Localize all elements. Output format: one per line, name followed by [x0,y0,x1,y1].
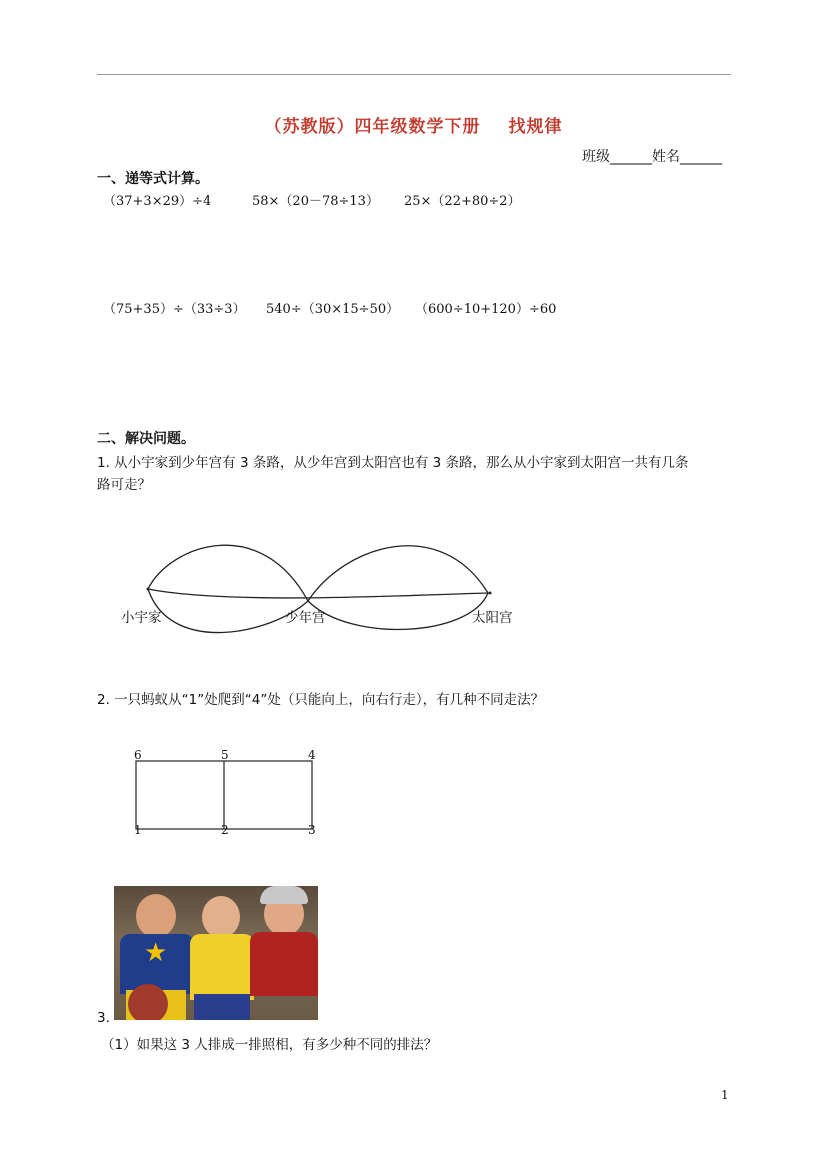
grid-diagram [130,745,330,840]
child-right-body [250,932,318,996]
child-middle-body [190,934,254,1000]
child-right-cap [260,886,308,904]
road-upper-right [308,546,488,601]
child-middle-head [202,896,240,938]
label-youth-palace: 少年宫 [285,610,326,626]
question-2: 2. 一只蚂蚁从“1”处爬到“4”处（只能向上，向右行走），有几种不同走法？ [97,692,545,708]
section1-heading: 一、递等式计算。 [97,171,209,187]
section2-heading: 二、解决问题。 [97,431,195,447]
ball [128,984,168,1020]
corner-6: 6 [134,748,142,762]
page-title [0,112,827,137]
roads-diagram [110,525,530,645]
question-1-line2: 路可走？ [97,477,151,493]
corner-4: 4 [308,748,316,762]
title-main: （苏教版）四年级数学下册 [264,117,481,137]
question-3-sub1: （1）如果这 3 人排成一排照相，有多少种不同的排法？ [101,1037,438,1053]
page-number: 1 [721,1088,729,1102]
title-topic: 找规律 [508,117,563,137]
corner-1: 1 [134,823,142,837]
road-lower-right [308,593,488,629]
corner-2: 2 [221,823,229,837]
corner-5: 5 [221,748,229,762]
home-point [147,588,150,591]
class-name-line: 班级______姓名______ [582,149,722,165]
expr-3: 25×（22+80÷2） [404,194,521,209]
children-photo [114,886,318,1020]
label-sun-palace: 太阳宫 [472,610,513,626]
palace-point [489,592,492,595]
road-middle [148,589,488,598]
expr-6: （600÷10+120）÷60 [415,302,557,317]
expr-2: 58×（20－78÷13） [252,194,379,209]
expr-4: （75+35）÷（33÷3） [103,302,246,317]
child-left-star: ★ [144,938,168,968]
header-rule [97,74,731,75]
question-3-number: 3. [97,1010,110,1026]
child-left-head [136,894,176,938]
child-middle-pants [194,994,250,1020]
expr-5: 540÷（30×15÷50） [266,302,400,317]
question-1-line1: 1. 从小宇家到少年宫有 3 条路，从少年宫到太阳宫也有 3 条路，那么从小宇家到太阳宫一共有几条 [97,455,689,471]
label-home: 小宇家 [121,610,162,626]
expr-1: （37+3×29）÷4 [103,194,212,209]
corner-3: 3 [308,823,316,837]
road-lower-left [148,589,308,633]
